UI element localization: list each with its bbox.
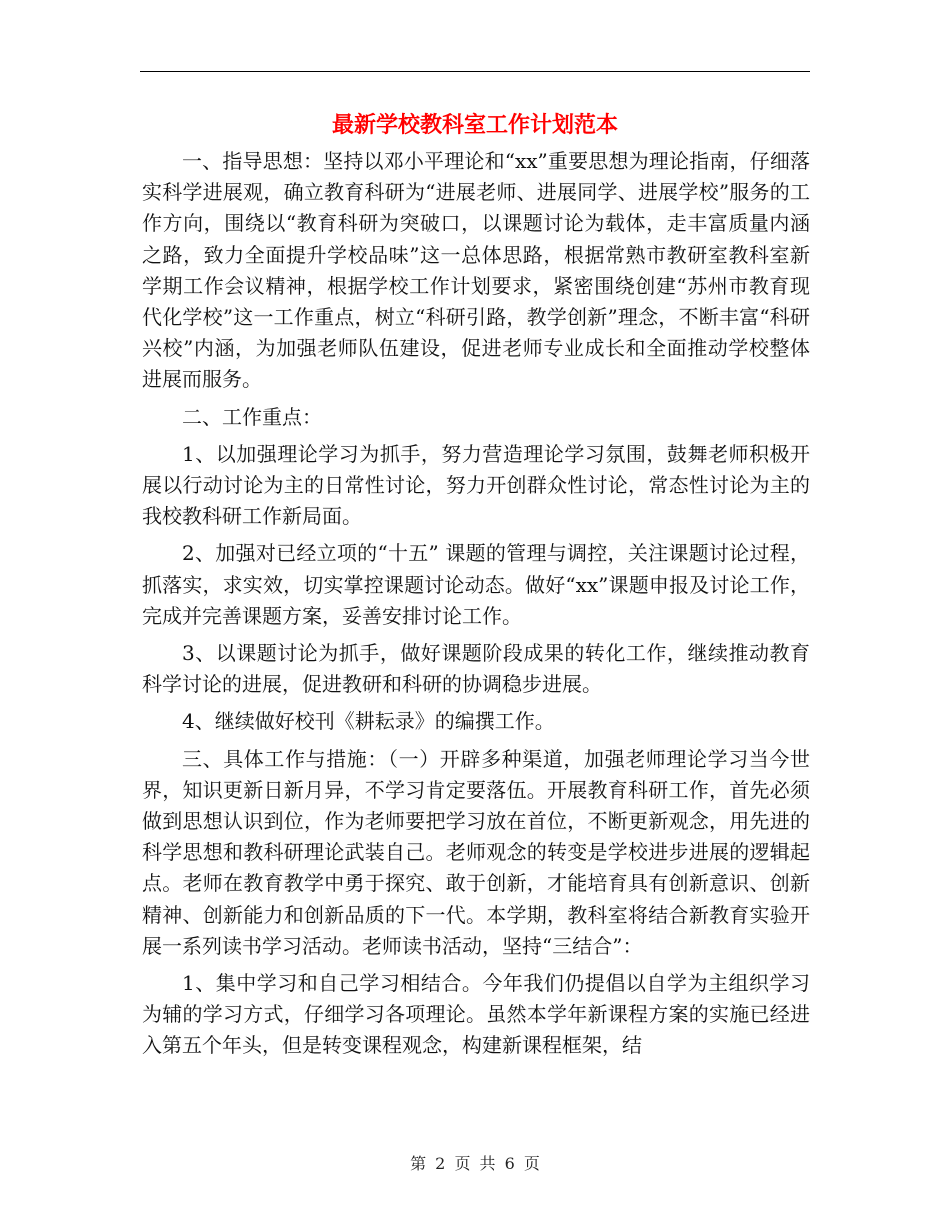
page-number-footer: 第 2 页 共 6 页 (410, 1154, 540, 1173)
paragraph-focus-3: 3、以课题讨论为抓手，做好课题阶段成果的转化工作，继续推动教育科学讨论的进展，促进教研和科研的协调稳步进展。 (142, 641, 810, 697)
paragraph-focus-4: 4、继续做好校刊《耕耘录》的编撰工作。 (182, 709, 555, 734)
document-body (142, 146, 810, 1068)
paragraph-guiding-ideology: 一、指导思想：坚持以邓小平理论和“xx”重要思想为理论指南，仔细落实科学进展观，确立教育科研为“进展老师、进展同学、进展学校”服务的工作方向，围绕以“教育科研为突破口，以课题讨论为载体，走丰富质量内涵之路，致力全面提升学校品味”这一总体思路，根据常熟市教研室教科室新学期工作会议精神，根据学校工作计划要求，紧密围绕创建“苏州市教育现代化学校”这一工作重点，树立“科研引路，教学创新”理念，不断丰富“科研兴校”内涵，为加强老师队伍建设，促进老师专业成长和全面推动学校整体进展而服务。 (142, 149, 810, 392)
header-rule (140, 71, 810, 72)
paragraph-specific-measures: 三、具体工作与措施：（一）开辟多种渠道，加强老师理论学习当今世界，知识更新日新月异，不学习肯定要落伍。开展教育科研工作，首先必须做到思想认识到位，作为老师要把学习放在首位，不断更新观念，用先进的科学思想和教科研理论武装自己。老师观念的转变是学校进步进展的逻辑起点。老师在教育教学中勇于探究、敢于创新，才能培育具有创新意识、创新精神、创新能力和创新品质的下一代。本学期，教科室将结合新教育实验开展一系列读书学习活动。老师读书活动，坚持“三结合”： (142, 746, 810, 958)
paragraph-measure-1: 1、集中学习和自己学习相结合。今年我们仍提倡以自学为主组织学习为辅的学习方式，仔细学习各项理论。虽然本学年新课程方案的实施已经进入第五个年头，但是转变课程观念，构建新课程框架，结 (142, 971, 810, 1058)
document-title: 最新学校教科室工作计划范本 (331, 112, 618, 138)
paragraph-focus-2: 2、加强对已经立项的“十五” 课题的管理与调控，关注课题讨论过程，抓落实，求实效，切实掌控课题讨论动态。做好“xx”课题申报及讨论工作，完成并完善课题方案，妥善安排讨论工作。 (142, 541, 810, 628)
paragraph-work-focus-heading: 二、工作重点： (182, 404, 322, 429)
paragraph-focus-1: 1、以加强理论学习为抓手，努力营造理论学习氛围，鼓舞老师积极开展以行动讨论为主的日常性讨论，努力开创群众性讨论，常态性讨论为主的我校教科研工作新局面。 (142, 441, 810, 529)
